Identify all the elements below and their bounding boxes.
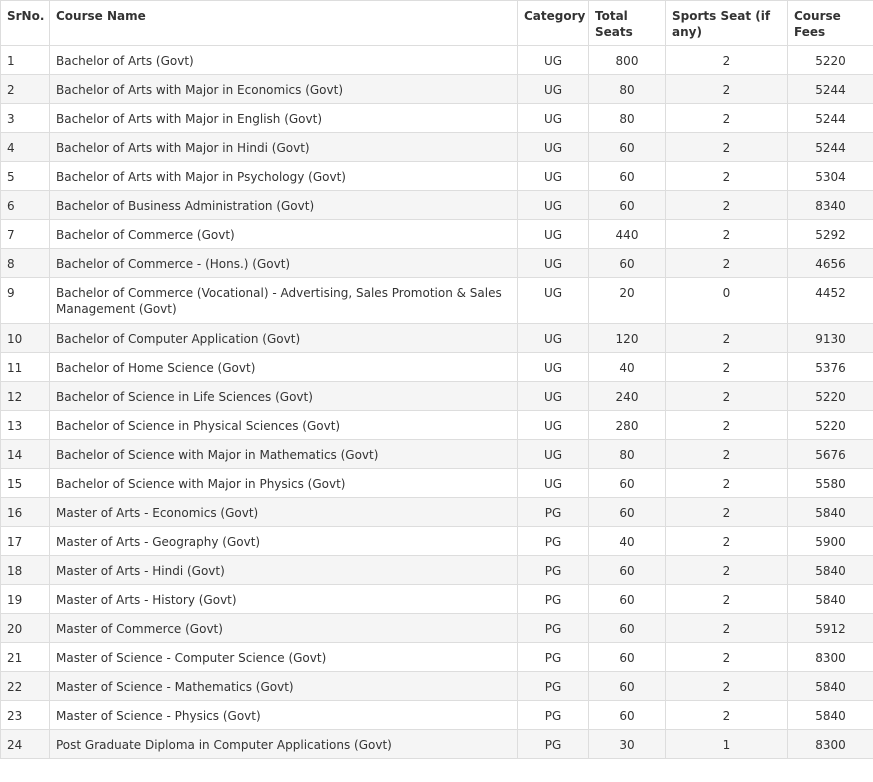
category-cell: UG — [518, 46, 589, 75]
sports-seat-cell: 2 — [666, 353, 788, 382]
course-fees-cell: 5244 — [788, 75, 873, 104]
course-fees-cell: 5840 — [788, 585, 873, 614]
sports-seat-cell: 2 — [666, 104, 788, 133]
srno-cell: 15 — [1, 469, 50, 498]
srno-cell: 4 — [1, 133, 50, 162]
sports-seat-cell: 0 — [666, 278, 788, 324]
category-cell: UG — [518, 220, 589, 249]
category-cell: UG — [518, 382, 589, 411]
course-fees-cell: 5292 — [788, 220, 873, 249]
table-row — [1, 75, 873, 104]
sports-seat-cell: 2 — [666, 220, 788, 249]
sports-seat-cell: 1 — [666, 730, 788, 759]
course-name-cell: Bachelor of Arts with Major in Hindi (Govt) — [50, 133, 518, 162]
srno-cell: 10 — [1, 324, 50, 353]
sports-seat-cell: 2 — [666, 701, 788, 730]
course-name-cell: Bachelor of Science with Major in Physics (Govt) — [50, 469, 518, 498]
sports-seat-cell: 2 — [666, 133, 788, 162]
course-name-cell: Master of Science - Physics (Govt) — [50, 701, 518, 730]
total-seats-cell: 60 — [589, 498, 666, 527]
total-seats-cell: 60 — [589, 191, 666, 220]
total-seats-cell: 120 — [589, 324, 666, 353]
total-seats-cell: 80 — [589, 104, 666, 133]
sports-seat-cell: 2 — [666, 672, 788, 701]
total-seats-cell: 800 — [589, 46, 666, 75]
sports-seat-cell: 2 — [666, 585, 788, 614]
sports-seat-cell: 2 — [666, 382, 788, 411]
category-cell: UG — [518, 249, 589, 278]
category-cell: PG — [518, 556, 589, 585]
total-seats-cell: 40 — [589, 353, 666, 382]
course-name-cell: Master of Arts - History (Govt) — [50, 585, 518, 614]
srno-cell: 24 — [1, 730, 50, 759]
course-name-cell: Bachelor of Science in Physical Sciences (Govt) — [50, 411, 518, 440]
srno-cell: 20 — [1, 614, 50, 643]
course-fees-cell: 8300 — [788, 730, 873, 759]
total-seats-cell: 80 — [589, 440, 666, 469]
sports-seat-cell: 2 — [666, 75, 788, 104]
srno-cell: 14 — [1, 440, 50, 469]
srno-cell: 22 — [1, 672, 50, 701]
srno-cell: 16 — [1, 498, 50, 527]
sports-seat-cell: 2 — [666, 411, 788, 440]
course-fees-cell: 5840 — [788, 701, 873, 730]
srno-cell: 9 — [1, 278, 50, 324]
course-fees-cell: 5220 — [788, 46, 873, 75]
category-cell: UG — [518, 104, 589, 133]
course-name-cell: Master of Arts - Geography (Govt) — [50, 527, 518, 556]
course-fees-cell: 8300 — [788, 643, 873, 672]
srno-cell: 11 — [1, 353, 50, 382]
course-name-cell: Post Graduate Diploma in Computer Applications (Govt) — [50, 730, 518, 759]
table-row — [1, 469, 873, 498]
course-fees-cell: 5376 — [788, 353, 873, 382]
sports-seat-cell: 2 — [666, 614, 788, 643]
category-cell: UG — [518, 162, 589, 191]
total-seats-cell: 80 — [589, 75, 666, 104]
table-body — [1, 46, 873, 759]
sports-seat-cell: 2 — [666, 440, 788, 469]
srno-cell: 21 — [1, 643, 50, 672]
total-seats-cell: 60 — [589, 249, 666, 278]
table-row — [1, 382, 873, 411]
sports-seat-cell: 2 — [666, 249, 788, 278]
course-name-cell: Bachelor of Business Administration (Govt) — [50, 191, 518, 220]
total-seats-cell: 60 — [589, 133, 666, 162]
header-sports-seat: Sports Seat (if any) — [666, 1, 788, 46]
total-seats-cell: 40 — [589, 527, 666, 556]
table-row — [1, 440, 873, 469]
sports-seat-cell: 2 — [666, 324, 788, 353]
table-row — [1, 249, 873, 278]
sports-seat-cell: 2 — [666, 46, 788, 75]
course-name-cell: Master of Science - Mathematics (Govt) — [50, 672, 518, 701]
table-row — [1, 162, 873, 191]
table-row — [1, 643, 873, 672]
course-fees-cell: 4656 — [788, 249, 873, 278]
course-name-cell: Master of Science - Computer Science (Govt) — [50, 643, 518, 672]
course-name-cell: Bachelor of Commerce - (Hons.) (Govt) — [50, 249, 518, 278]
category-cell: UG — [518, 353, 589, 382]
header-total-seats: Total Seats — [589, 1, 666, 46]
header-course-name: Course Name — [50, 1, 518, 46]
sports-seat-cell: 2 — [666, 162, 788, 191]
category-cell: PG — [518, 527, 589, 556]
course-fees-cell: 5244 — [788, 133, 873, 162]
total-seats-cell: 60 — [589, 162, 666, 191]
total-seats-cell: 240 — [589, 382, 666, 411]
sports-seat-cell: 2 — [666, 498, 788, 527]
course-fees-cell: 5304 — [788, 162, 873, 191]
table-row — [1, 730, 873, 759]
total-seats-cell: 60 — [589, 672, 666, 701]
srno-cell: 12 — [1, 382, 50, 411]
course-name-cell: Bachelor of Science in Life Sciences (Govt) — [50, 382, 518, 411]
course-fees-cell: 5676 — [788, 440, 873, 469]
category-cell: PG — [518, 498, 589, 527]
srno-cell: 18 — [1, 556, 50, 585]
table-row — [1, 411, 873, 440]
table-row — [1, 614, 873, 643]
course-name-cell: Bachelor of Science with Major in Mathematics (Govt) — [50, 440, 518, 469]
course-name-cell: Master of Arts - Economics (Govt) — [50, 498, 518, 527]
category-cell: UG — [518, 411, 589, 440]
course-fees-cell: 4452 — [788, 278, 873, 324]
srno-cell: 17 — [1, 527, 50, 556]
category-cell: UG — [518, 324, 589, 353]
course-name-cell: Master of Arts - Hindi (Govt) — [50, 556, 518, 585]
category-cell: UG — [518, 469, 589, 498]
header-row — [1, 1, 873, 46]
sports-seat-cell: 2 — [666, 191, 788, 220]
srno-cell: 6 — [1, 191, 50, 220]
table-row — [1, 527, 873, 556]
table-row — [1, 701, 873, 730]
srno-cell: 5 — [1, 162, 50, 191]
sports-seat-cell: 2 — [666, 469, 788, 498]
srno-cell: 13 — [1, 411, 50, 440]
table-row — [1, 672, 873, 701]
table-row — [1, 556, 873, 585]
course-fees-cell: 9130 — [788, 324, 873, 353]
course-name-cell: Bachelor of Arts with Major in English (Govt) — [50, 104, 518, 133]
sports-seat-cell: 2 — [666, 643, 788, 672]
category-cell: UG — [518, 133, 589, 162]
course-name-cell: Bachelor of Arts with Major in Economics (Govt) — [50, 75, 518, 104]
category-cell: PG — [518, 614, 589, 643]
course-name-cell: Master of Commerce (Govt) — [50, 614, 518, 643]
srno-cell: 2 — [1, 75, 50, 104]
course-name-cell: Bachelor of Commerce (Vocational) - Advertising, Sales Promotion & Sales Management (Govt) — [50, 278, 518, 324]
table-row — [1, 104, 873, 133]
header-srno: SrNo. — [1, 1, 50, 46]
srno-cell: 1 — [1, 46, 50, 75]
srno-cell: 19 — [1, 585, 50, 614]
total-seats-cell: 60 — [589, 701, 666, 730]
table-row — [1, 220, 873, 249]
sports-seat-cell: 2 — [666, 527, 788, 556]
srno-cell: 8 — [1, 249, 50, 278]
course-name-cell: Bachelor of Arts with Major in Psychology (Govt) — [50, 162, 518, 191]
course-fees-cell: 8340 — [788, 191, 873, 220]
total-seats-cell: 20 — [589, 278, 666, 324]
total-seats-cell: 60 — [589, 643, 666, 672]
course-name-cell: Bachelor of Computer Application (Govt) — [50, 324, 518, 353]
total-seats-cell: 60 — [589, 614, 666, 643]
category-cell: PG — [518, 585, 589, 614]
category-cell: PG — [518, 672, 589, 701]
total-seats-cell: 30 — [589, 730, 666, 759]
table-row — [1, 585, 873, 614]
category-cell: UG — [518, 191, 589, 220]
srno-cell: 3 — [1, 104, 50, 133]
course-fees-cell: 5900 — [788, 527, 873, 556]
category-cell: UG — [518, 440, 589, 469]
course-name-cell: Bachelor of Home Science (Govt) — [50, 353, 518, 382]
category-cell: PG — [518, 730, 589, 759]
course-fees-cell: 5220 — [788, 382, 873, 411]
total-seats-cell: 60 — [589, 556, 666, 585]
table-row — [1, 353, 873, 382]
table-row — [1, 46, 873, 75]
category-cell: PG — [518, 643, 589, 672]
srno-cell: 7 — [1, 220, 50, 249]
table-row — [1, 133, 873, 162]
course-name-cell: Bachelor of Commerce (Govt) — [50, 220, 518, 249]
table-row — [1, 191, 873, 220]
course-fees-cell: 5840 — [788, 498, 873, 527]
total-seats-cell: 60 — [589, 585, 666, 614]
course-fees-cell: 5244 — [788, 104, 873, 133]
category-cell: UG — [518, 75, 589, 104]
header-category: Category — [518, 1, 589, 46]
course-name-cell: Bachelor of Arts (Govt) — [50, 46, 518, 75]
total-seats-cell: 440 — [589, 220, 666, 249]
category-cell: UG — [518, 278, 589, 324]
total-seats-cell: 280 — [589, 411, 666, 440]
header-course-fees: Course Fees — [788, 1, 873, 46]
course-fees-cell: 5840 — [788, 672, 873, 701]
table-row — [1, 498, 873, 527]
course-fees-cell: 5220 — [788, 411, 873, 440]
srno-cell: 23 — [1, 701, 50, 730]
course-fees-cell: 5840 — [788, 556, 873, 585]
course-fees-cell: 5580 — [788, 469, 873, 498]
course-fees-cell: 5912 — [788, 614, 873, 643]
category-cell: PG — [518, 701, 589, 730]
sports-seat-cell: 2 — [666, 556, 788, 585]
total-seats-cell: 60 — [589, 469, 666, 498]
table-row — [1, 324, 873, 353]
table-row — [1, 278, 873, 324]
